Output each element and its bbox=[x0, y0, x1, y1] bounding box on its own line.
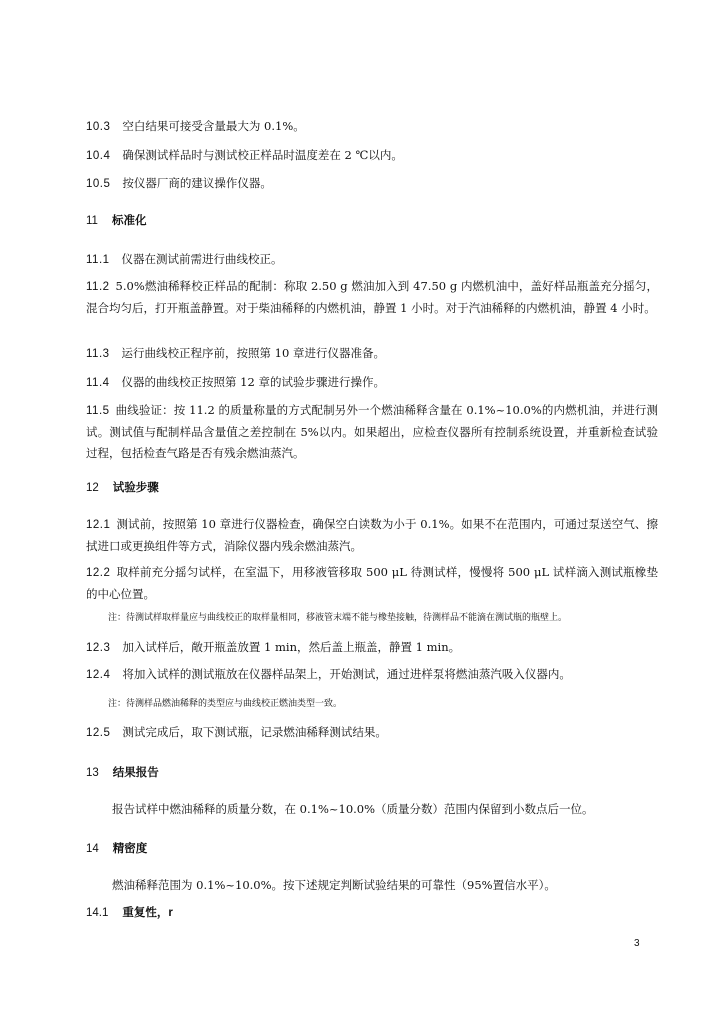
clause-11-5 bbox=[86, 400, 658, 464]
clause-number: 12.5 bbox=[86, 727, 111, 739]
clause-text: 将加入试样的测试瓶放在仪器样品架上，开始测试，通过进样泵将燃油蒸汽吸入仪器内。 bbox=[122, 667, 571, 681]
subsection-title: 重复性，r bbox=[122, 907, 173, 919]
clause-text: 取样前充分摇匀试样，在室温下，用移液管移取 500 μL 待测试样，慢慢将 500 μL 试样滴入测试瓶橡垫的中心位置。 bbox=[86, 565, 658, 601]
clause-text: 曲线验证：按 11.2 的质量称量的方式配制另外一个燃油稀释含量在 0.1%~10.0%的内燃机油，并进行测试。测试值与配制样品含量值之差控制在 5%以内。如果超出，应检查仪器所有控制系统设置，并重新检查试验过程，包括检查气路是否有残余燃油蒸汽。 bbox=[86, 403, 658, 460]
clause-number: 11.5 bbox=[86, 405, 110, 417]
clause-text: 仪器在测试前需进行曲线校正。 bbox=[121, 252, 283, 266]
clause-text: 仪器的曲线校正按照第 12 章的试验步骤进行操作。 bbox=[121, 375, 385, 389]
clause-number: 12.2 bbox=[86, 567, 111, 579]
section-heading-14 bbox=[86, 839, 656, 860]
clause-12-1 bbox=[86, 514, 658, 557]
clause-number: 12.4 bbox=[86, 669, 111, 681]
section-title: 精密度 bbox=[112, 843, 148, 855]
clause-11-4 bbox=[86, 372, 656, 394]
section-title: 试验步骤 bbox=[112, 482, 159, 494]
clause-12-3 bbox=[86, 637, 656, 659]
section-number: 12 bbox=[86, 482, 99, 494]
page-number: 3 bbox=[634, 938, 640, 949]
section-title: 标准化 bbox=[111, 215, 147, 227]
section-title: 结果报告 bbox=[112, 767, 159, 779]
precision-paragraph: 燃油稀释范围为 0.1%~10.0%。按下述规定判断试验结果的可靠性（95%置信水平）。 bbox=[112, 878, 556, 892]
clause-10-5 bbox=[86, 173, 656, 195]
section-heading-11 bbox=[86, 211, 656, 232]
note-12-4: 注：待测样品燃油稀释的类型应与曲线校正燃油类型一致。 bbox=[108, 699, 343, 709]
clause-11-2 bbox=[86, 276, 658, 319]
clause-text: 加入试样后，敞开瓶盖放置 1 min，然后盖上瓶盖，静置 1 min。 bbox=[122, 640, 461, 654]
clause-12-5 bbox=[86, 722, 656, 744]
clause-text: 测试前，按照第 10 章进行仪器检查，确保空白读数为小于 0.1%。如果不在范围内，可通过泵送空气、擦拭进口或更换组件等方式，消除仪器内残余燃油蒸汽。 bbox=[86, 517, 658, 553]
section-heading-13 bbox=[86, 763, 656, 784]
clause-11-1 bbox=[86, 249, 656, 271]
clause-number: 12.1 bbox=[86, 519, 111, 531]
result-report-paragraph: 报告试样中燃油稀释的质量分数，在 0.1%~10.0%（质量分数）范围内保留到小数点后一位。 bbox=[112, 802, 594, 816]
clause-number: 10.4 bbox=[86, 150, 111, 162]
clause-text: 运行曲线校正程序前，按照第 10 章进行仪器准备。 bbox=[121, 346, 385, 360]
clause-number: 12.3 bbox=[86, 642, 111, 654]
clause-12-2 bbox=[86, 562, 658, 605]
section-heading-12 bbox=[86, 478, 656, 499]
clause-number: 10.3 bbox=[86, 121, 111, 133]
clause-number: 10.5 bbox=[86, 178, 111, 190]
subsection-heading-14-1 bbox=[86, 903, 656, 924]
subsection-number: 14.1 bbox=[86, 907, 109, 919]
clause-number: 11.3 bbox=[86, 348, 110, 360]
note-12-2: 注：待测试样取样量应与曲线校正的取样量相同，移液管末端不能与橡垫接触，待测样品不能滴在测试瓶的瓶壁上。 bbox=[108, 613, 568, 623]
clause-text: 5.0%燃油稀释校正样品的配制：称取 2.50 g 燃油加入到 47.50 g 内燃机油中，盖好样品瓶盖充分摇匀，混合均匀后，打开瓶盖静置。对于柴油稀释的内燃机油，静置 1 小时。对于汽油稀释的内燃机油，静置 4 小时。 bbox=[86, 279, 658, 315]
section-number: 14 bbox=[86, 843, 99, 855]
clause-10-3 bbox=[86, 116, 656, 138]
clause-text: 确保测试样品时与测试校正样品时温度差在 2 ℃以内。 bbox=[122, 148, 403, 162]
clause-text: 空白结果可接受含量最大为 0.1%。 bbox=[122, 119, 305, 133]
clause-10-4 bbox=[86, 145, 656, 167]
section-number: 11 bbox=[86, 215, 98, 227]
clause-11-3 bbox=[86, 343, 656, 365]
clause-text: 测试完成后，取下测试瓶，记录燃油稀释测试结果。 bbox=[122, 725, 387, 739]
clause-12-4 bbox=[86, 664, 656, 686]
section-number: 13 bbox=[86, 767, 99, 779]
clause-number: 11.1 bbox=[86, 254, 110, 266]
clause-number: 11.2 bbox=[86, 281, 110, 293]
clause-number: 11.4 bbox=[86, 377, 110, 389]
clause-text: 按仪器厂商的建议操作仪器。 bbox=[122, 176, 272, 190]
